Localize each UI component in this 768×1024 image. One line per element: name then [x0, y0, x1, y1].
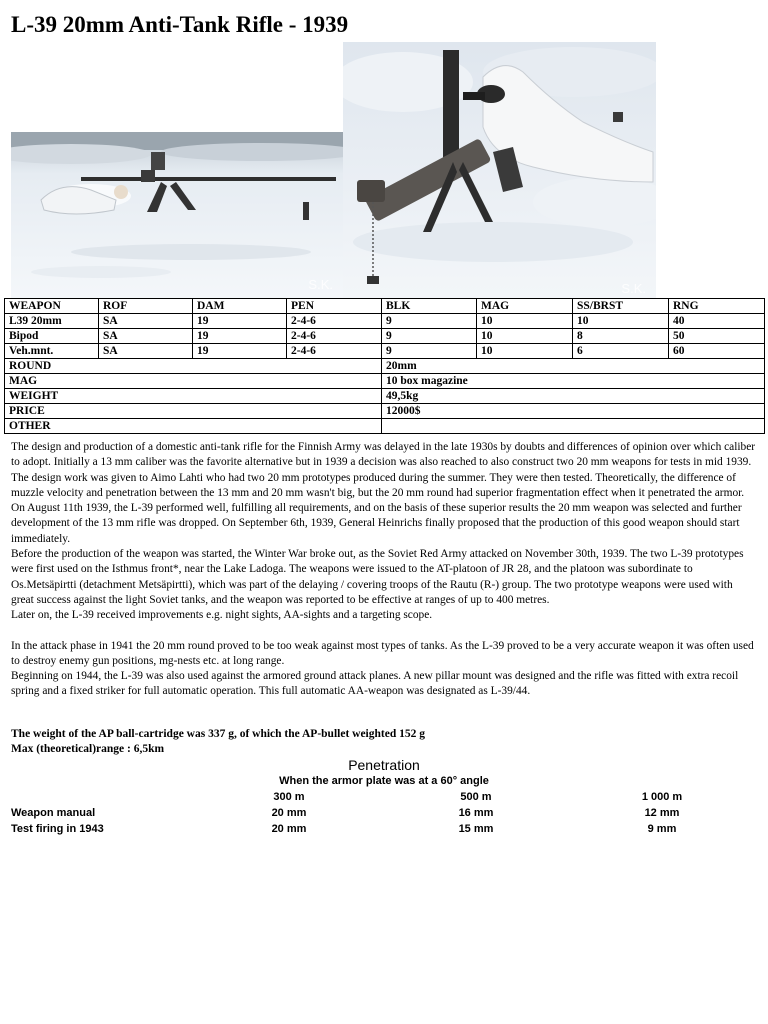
penetration-value: 16 mm — [458, 807, 494, 819]
penetration-title: Penetration — [348, 757, 420, 773]
table-cell: 2-4-6 — [287, 329, 382, 344]
table-cell: 19 — [193, 344, 287, 359]
spec-row — [5, 389, 765, 404]
table-header-cell: SS/BRST — [573, 299, 669, 314]
table-cell: 40 — [669, 314, 765, 329]
paragraph-winter-war: Before the production of the weapon was started, the Winter War broke out, as the Soviet Red Army attacked on November 30th, 1939. The two L-39 prototypes were first used on the Isthmus front*, near the Lake Ladoga. The weapons were issued to the AT-platoon of JR 28, and the platoon was subordinate to Os.Metsäpirtti (detachment Metsäpirtti), which was part of the delaying / covering troops of the Rautu (R-) group. The two prototype weapons were used with great success against the light Soviet tanks, and the weapon was reported to be effective at ranges of up to 400 metres. — [11, 548, 744, 606]
table-header-cell: DAM — [193, 299, 287, 314]
spec-label: MAG — [5, 374, 382, 389]
table-cell: SA — [99, 344, 193, 359]
penetration-range-header: 500 m — [460, 791, 492, 803]
table-cell: SA — [99, 329, 193, 344]
weapon-stats-table — [4, 298, 765, 434]
photo-watermark: S.K. — [621, 281, 646, 296]
paragraph-1944: Beginning on 1944, the L-39 was also used against the armored ground attack planes. A new pillar mount was designed and the rifle was fitted with extra recoil spring and a fixed striker for full automatic operation. This full automatic AA-weapon was designated as L-39/44. — [11, 670, 739, 698]
penetration-value: 20 mm — [271, 807, 307, 819]
table-cell: 19 — [193, 314, 287, 329]
spec-row — [5, 359, 765, 374]
paragraph-design: The design and production of a domestic anti-tank rifle for the Finnish Army was delayed in the late 1930s by doubts and differences of opinion over which caliber to adopt. Initially a 13 mm caliber was the favorite alternative but in 1939 a decision was also reached to also construct two 20 mm weapons for tests in mid 1939. The design work was given to Aimo Lahti who had two 20 mm prototypes produced during the summer. They were then tested. Theoretically, the difference of muzzle velocity and penetration between the 13 mm and 20 mm wasn't big, but the 20 mm round had superior fragmentation effect when it penetrated the armor. On August 11th 1939, the L-39 performed well, fulfilling all requirements, and on the basis of these superior results the 20 mm weapon was selected and further development of the 13 mm rifle was dropped. On September 6th, 1939, General Heinrichs finally proposed that the production of this good weapon should start immediately. — [11, 441, 756, 545]
cartridge-facts — [11, 727, 425, 757]
photo-tripod-soldier-image — [343, 42, 656, 298]
table-cell: SA — [99, 314, 193, 329]
table-row — [5, 314, 765, 329]
article-body — [11, 440, 756, 700]
table-cell: 10 — [573, 314, 669, 329]
spec-label: OTHER — [5, 419, 382, 434]
spec-row — [5, 404, 765, 419]
spec-value — [382, 419, 765, 434]
page-title: L-39 20mm Anti-Tank Rifle - 1939 — [11, 12, 349, 37]
table-header-cell: WEAPON — [5, 299, 99, 314]
table-cell: 2-4-6 — [287, 314, 382, 329]
penetration-value: 12 mm — [644, 807, 680, 819]
spec-value: 10 box magazine — [382, 374, 765, 389]
spec-value: 20mm — [382, 359, 765, 374]
table-cell: Veh.mnt. — [5, 344, 99, 359]
table-header-row — [5, 299, 765, 314]
penetration-value: 20 mm — [271, 823, 307, 835]
table-header-cell: MAG — [477, 299, 573, 314]
table-cell: 6 — [573, 344, 669, 359]
table-cell: Bipod — [5, 329, 99, 344]
penetration-range-header: 1 000 m — [641, 791, 683, 803]
photo-tripod-soldier — [343, 42, 656, 298]
table-cell: 10 — [477, 314, 573, 329]
table-cell: 9 — [382, 314, 477, 329]
photo-prone-soldier-image — [11, 132, 343, 298]
table-cell: L39 20mm — [5, 314, 99, 329]
table-cell: 60 — [669, 344, 765, 359]
table-header-cell: PEN — [287, 299, 382, 314]
table-header-cell: RNG — [669, 299, 765, 314]
photo-watermark: S.K. — [308, 277, 333, 292]
spec-label: WEIGHT — [5, 389, 382, 404]
table-cell: 19 — [193, 329, 287, 344]
table-row — [5, 344, 765, 359]
spec-value: 12000$ — [382, 404, 765, 419]
spec-label: ROUND — [5, 359, 382, 374]
table-header-cell: ROF — [99, 299, 193, 314]
penetration-value: 15 mm — [458, 823, 494, 835]
penetration-row-label: Weapon manual — [11, 807, 96, 819]
paragraph-improvements: Later on, the L-39 received improvements e.g. night sights, AA-sights and a targeting scope. — [11, 609, 433, 622]
penetration-range-header: 300 m — [273, 791, 305, 803]
table-cell: 9 — [382, 344, 477, 359]
cartridge-weight-line: The weight of the AP ball-cartridge was 337 g, of which the AP-bullet weighted 152 g — [11, 728, 425, 740]
table-cell: 10 — [477, 329, 573, 344]
table-header-cell: BLK — [382, 299, 477, 314]
table-cell: 8 — [573, 329, 669, 344]
penetration-value: 9 mm — [647, 823, 677, 835]
spec-row — [5, 374, 765, 389]
table-cell: 10 — [477, 344, 573, 359]
penetration-subtitle: When the armor plate was at a 60° angle — [279, 775, 489, 787]
paragraph-1941: In the attack phase in 1941 the 20 mm round proved to be too weak against most types of tanks. As the L-39 proved to be a very accurate weapon it was often used to destroy enemy gun positions, mg-nests etc. at long range. — [11, 639, 754, 667]
photo-prone-soldier — [11, 132, 343, 298]
spec-row — [5, 419, 765, 434]
spec-label: PRICE — [5, 404, 382, 419]
penetration-row-label: Test firing in 1943 — [11, 823, 104, 835]
table-cell: 9 — [382, 329, 477, 344]
table-row — [5, 329, 765, 344]
spec-value: 49,5kg — [382, 389, 765, 404]
table-cell: 50 — [669, 329, 765, 344]
table-cell: 2-4-6 — [287, 344, 382, 359]
max-range-line: Max (theoretical)range : 6,5km — [11, 743, 165, 755]
